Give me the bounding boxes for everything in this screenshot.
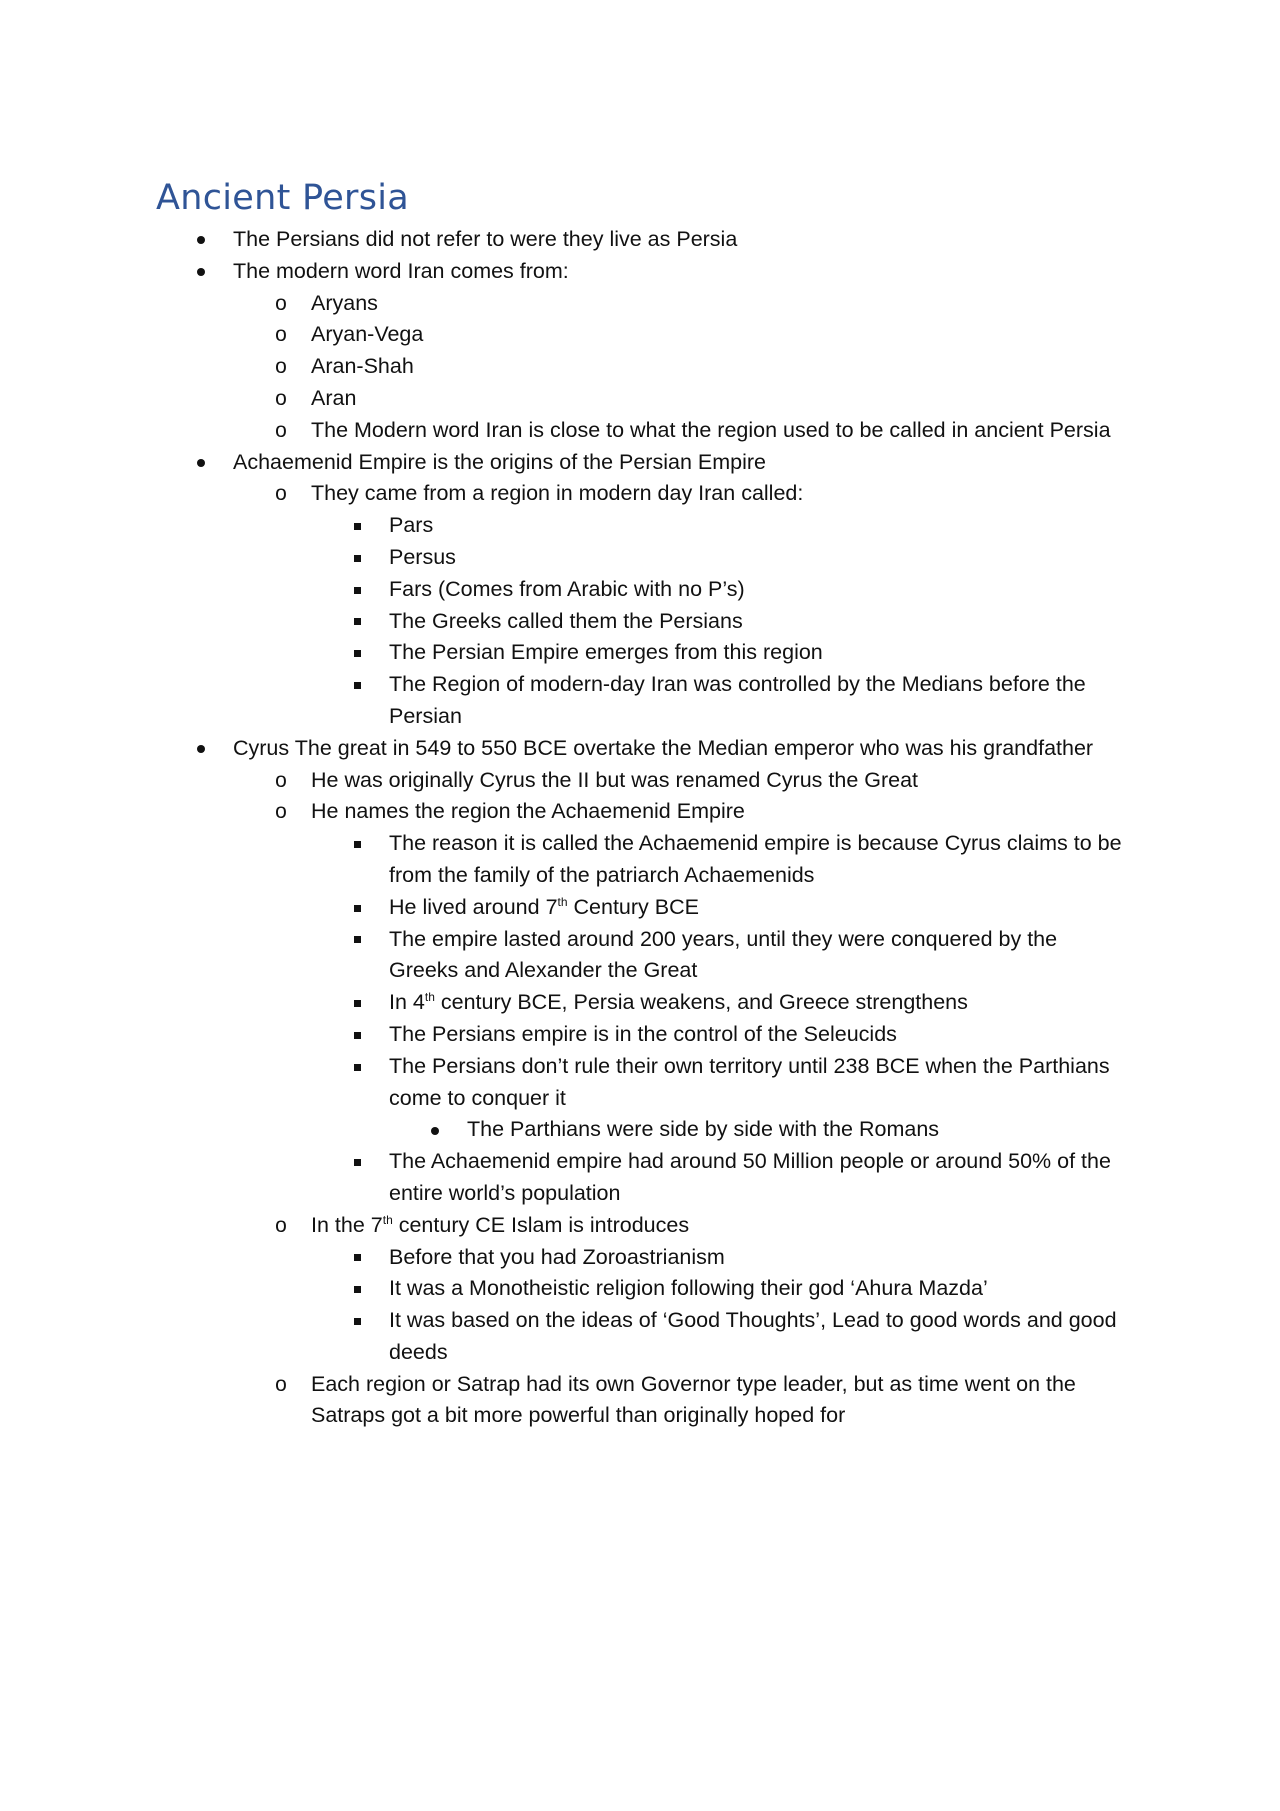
circle-bullet-icon: o xyxy=(275,323,287,347)
list-item xyxy=(0,1273,1280,1305)
square-bullet-icon xyxy=(346,924,368,956)
list-item-text-main: Aryans xyxy=(311,290,378,315)
list-item xyxy=(0,1114,1280,1146)
list-item xyxy=(0,1305,1280,1337)
list-item-text-main: He was originally Cyrus the II but was renamed Cyrus the Great xyxy=(311,767,919,792)
disc-bullet-icon xyxy=(190,224,212,256)
list-item-text xyxy=(389,1273,988,1305)
list-item-text-main: Aryan-Vega xyxy=(311,322,424,347)
circle-bullet-icon: o xyxy=(275,1213,287,1237)
list-item xyxy=(0,478,1280,510)
list-item xyxy=(0,1337,1280,1369)
list-item-text xyxy=(389,955,697,987)
square-bullet-icon xyxy=(346,1273,368,1305)
list-item-text-main: The reason it is called the Achaemenid empire is because Cyrus claims to be xyxy=(389,831,1122,856)
list-item-text-main: The Greeks called them the Persians xyxy=(389,608,743,633)
list-item-text xyxy=(389,987,968,1019)
disc-bullet-icon xyxy=(190,447,212,479)
list-item-text xyxy=(311,765,918,797)
list-item xyxy=(0,288,1280,320)
list-item-text xyxy=(233,447,766,479)
list-item-text xyxy=(389,828,1122,860)
list-item-text-main: The Persians don’t rule their own territory until 238 BCE when the Parthians xyxy=(389,1053,1110,1078)
list-item xyxy=(0,447,1280,479)
list-item xyxy=(0,574,1280,606)
list-item xyxy=(0,637,1280,669)
list-item xyxy=(0,319,1280,351)
list-item-text xyxy=(389,701,462,733)
list-item-text-main: Pars xyxy=(389,513,434,538)
square-bullet-icon xyxy=(346,669,368,701)
list-item-text xyxy=(311,319,423,351)
list-item-text xyxy=(389,892,699,924)
disc-bullet-icon xyxy=(424,1114,446,1146)
list-item-text xyxy=(233,224,737,256)
list-item-text-main: In 4 xyxy=(389,990,425,1015)
list-item xyxy=(0,383,1280,415)
square-bullet-icon xyxy=(346,892,368,924)
list-item xyxy=(0,860,1280,892)
list-item-text xyxy=(311,1369,1076,1401)
list-item-text xyxy=(389,1305,1117,1337)
list-item-text-main: In the 7 xyxy=(311,1212,383,1237)
list-item-text xyxy=(389,637,823,669)
list-item-text-main: come to conquer it xyxy=(389,1085,566,1110)
list-item-text-main: He lived around 7 xyxy=(389,894,558,919)
list-item-text xyxy=(389,669,1086,701)
list-item-text xyxy=(311,1400,845,1432)
square-bullet-icon xyxy=(346,1242,368,1274)
list-item xyxy=(0,1369,1280,1401)
square-bullet-icon xyxy=(346,828,368,860)
list-item xyxy=(0,733,1280,765)
list-item-text xyxy=(389,1178,620,1210)
list-item xyxy=(0,955,1280,987)
list-item-text xyxy=(389,1146,1111,1178)
list-item-text xyxy=(389,1242,725,1274)
list-item-text xyxy=(311,383,356,415)
list-item-text xyxy=(311,478,803,510)
list-item-text-main: Fars (Comes from Arabic with no P’s) xyxy=(389,576,745,601)
square-bullet-icon xyxy=(346,542,368,574)
list-item xyxy=(0,542,1280,574)
list-item-text-main: The Persians empire is in the control of the Seleucids xyxy=(389,1021,897,1046)
list-item-text xyxy=(389,1083,566,1115)
list-item xyxy=(0,987,1280,1019)
square-bullet-icon xyxy=(346,1146,368,1178)
list-item-text-main: The Modern word Iran is close to what the region used to be called in ancient Persia xyxy=(311,417,1111,442)
list-item xyxy=(0,924,1280,956)
list-item xyxy=(0,415,1280,447)
list-item-text-main: Greeks and Alexander the Great xyxy=(389,958,698,983)
list-item xyxy=(0,1210,1280,1242)
list-item-text-continued: century BCE, Persia weakens, and Greece strengthens xyxy=(434,990,968,1015)
list-item xyxy=(0,1146,1280,1178)
list-item xyxy=(0,765,1280,797)
list-item xyxy=(0,256,1280,288)
list-item xyxy=(0,510,1280,542)
circle-bullet-icon: o xyxy=(275,800,287,824)
list-item-text-main: The Persian Empire emerges from this region xyxy=(389,640,823,665)
list-item-text-main: Satraps got a bit more powerful than originally hoped for xyxy=(311,1403,846,1428)
circle-bullet-icon: o xyxy=(275,291,287,315)
list-item-text xyxy=(311,1210,689,1242)
list-item-text-main: The Parthians were side by side with the Romans xyxy=(467,1117,940,1142)
square-bullet-icon xyxy=(346,1019,368,1051)
list-item xyxy=(0,1242,1280,1274)
list-item-text xyxy=(389,606,743,638)
list-item-text-main: The modern word Iran comes from: xyxy=(233,258,569,283)
square-bullet-icon xyxy=(346,574,368,606)
circle-bullet-icon: o xyxy=(275,768,287,792)
list-item-text-main: The Achaemenid empire had around 50 Million people or around 50% of the xyxy=(389,1149,1111,1174)
list-item-text xyxy=(311,415,1111,447)
list-item-text-main: Cyrus The great in 549 to 550 BCE overtake the Median emperor who was his grandfather xyxy=(233,735,1094,760)
list-item-text-main: Persus xyxy=(389,544,456,569)
list-item xyxy=(0,1178,1280,1210)
list-item xyxy=(0,796,1280,828)
outline-list xyxy=(0,224,1280,1432)
list-item-text-main: Achaemenid Empire is the origins of the Persian Empire xyxy=(233,449,766,474)
square-bullet-icon xyxy=(346,510,368,542)
ordinal-superscript: th xyxy=(557,894,568,909)
list-item-text xyxy=(311,351,414,383)
list-item-text-main: Before that you had Zoroastrianism xyxy=(389,1244,725,1269)
disc-bullet-icon xyxy=(190,733,212,765)
list-item xyxy=(0,828,1280,860)
circle-bullet-icon: o xyxy=(275,1372,287,1396)
list-item xyxy=(0,224,1280,256)
list-item-text-main: from the family of the patriarch Achaemenids xyxy=(389,862,815,887)
list-item-text xyxy=(389,924,1057,956)
list-item-text-main: Aran-Shah xyxy=(311,354,414,379)
list-item-text xyxy=(311,288,378,320)
list-item-text xyxy=(389,542,456,574)
page-title: Ancient Persia xyxy=(156,178,410,218)
circle-bullet-icon: o xyxy=(275,355,287,379)
list-item xyxy=(0,669,1280,701)
square-bullet-icon xyxy=(346,1051,368,1083)
square-bullet-icon xyxy=(346,987,368,1019)
list-item xyxy=(0,1083,1280,1115)
circle-bullet-icon: o xyxy=(275,386,287,410)
list-item-text-main: They came from a region in modern day Iran called: xyxy=(311,481,804,506)
list-item-text-main: It was based on the ideas of ‘Good Thoughts’, Lead to good words and good xyxy=(389,1308,1117,1333)
ordinal-superscript: th xyxy=(382,1212,393,1227)
square-bullet-icon xyxy=(346,637,368,669)
list-item-text-main: The Persians did not refer to were they live as Persia xyxy=(233,227,738,251)
list-item-text xyxy=(467,1114,939,1146)
list-item xyxy=(0,1019,1280,1051)
list-item-text xyxy=(233,733,1093,765)
list-item-text-main: It was a Monotheistic religion following their god ‘Ahura Mazda’ xyxy=(389,1276,988,1301)
circle-bullet-icon: o xyxy=(275,418,287,442)
list-item-text-main: Persian xyxy=(389,703,462,728)
list-item-text xyxy=(389,1337,448,1369)
list-item-text xyxy=(233,256,569,288)
list-item-text xyxy=(389,1019,897,1051)
list-item-text-main: The empire lasted around 200 years, until they were conquered by the xyxy=(389,926,1058,951)
square-bullet-icon xyxy=(346,606,368,638)
list-item-text-continued: century CE Islam is introduces xyxy=(392,1212,690,1237)
list-item-text xyxy=(389,860,814,892)
list-item xyxy=(0,1051,1280,1083)
list-item xyxy=(0,701,1280,733)
list-item-text-continued: Century BCE xyxy=(567,894,699,919)
square-bullet-icon xyxy=(346,1305,368,1337)
list-item-text-main: deeds xyxy=(389,1339,448,1364)
list-item-text-main: He names the region the Achaemenid Empire xyxy=(311,799,745,824)
list-item-text xyxy=(389,510,433,542)
ordinal-superscript: th xyxy=(424,989,435,1004)
list-item-text xyxy=(389,574,745,606)
disc-bullet-icon xyxy=(190,256,212,288)
list-item-text-main: The Region of modern-day Iran was controlled by the Medians before the xyxy=(389,672,1086,697)
list-item-text-main: Each region or Satrap had its own Governor type leader, but as time went on the xyxy=(311,1371,1076,1396)
list-item-text xyxy=(311,796,745,828)
list-item xyxy=(0,606,1280,638)
list-item xyxy=(0,1400,1280,1432)
list-item xyxy=(0,351,1280,383)
list-item-text-main: Aran xyxy=(311,385,357,410)
list-item-text-main: entire world’s population xyxy=(389,1180,621,1205)
list-item xyxy=(0,892,1280,924)
circle-bullet-icon: o xyxy=(275,482,287,506)
list-item-text xyxy=(389,1051,1110,1083)
